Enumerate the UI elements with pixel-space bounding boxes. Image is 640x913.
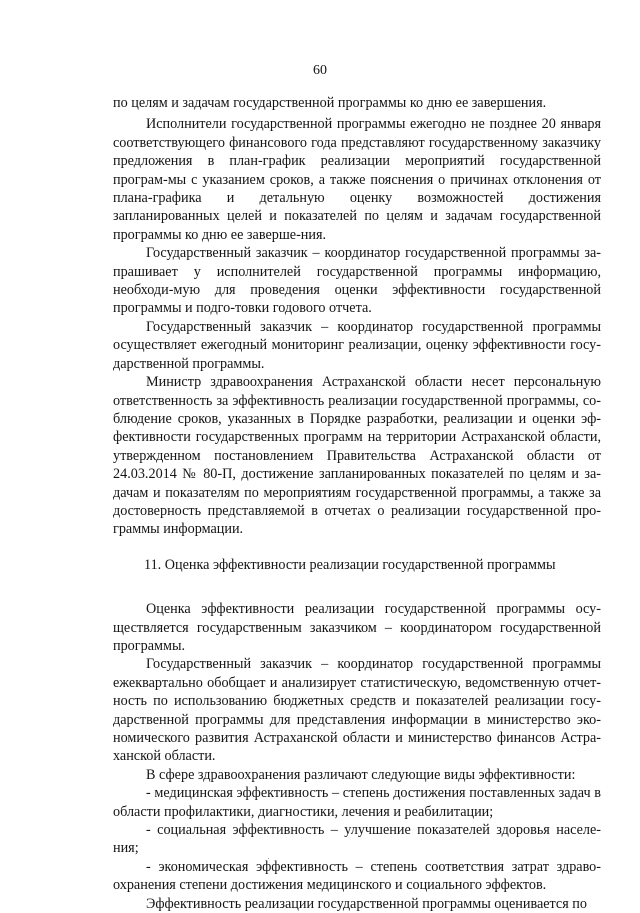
paragraph-customer-monitoring: Государственный заказчик – координатор государственной программы осуществляет ежегодный мониторинг реализации, оценку эффективности госу-дарственной программы. — [113, 318, 601, 372]
list-item-social: - социальная эффективность – улучшение показателей здоровья населе-ния; — [113, 822, 601, 857]
paragraph-continuation: по целям и задачам государственной программы ко дню ее завершения. — [113, 95, 547, 111]
list-item-economic: - экономическая эффективность – степень соответствия затрат здраво-охранения степени достижения медицинского и социального эффектов. — [113, 858, 601, 894]
page-number: 60 — [313, 63, 327, 78]
paragraph-evaluation-basis: Эффективность реализации государственной программы оценивается по — [146, 895, 587, 912]
paragraph-quarterly-analysis: Государственный заказчик – координатор государственной программы ежеквартально обобщает и анализирует статистическую, ведомственную отчет-ность по использованию бюджетных средств и показателей реализации госу-дарственной программы для представления информации в министерство эко-номического развития Астраханской области и министерство финансов Астра-ханской области. — [113, 656, 601, 765]
paragraph-evaluation-performer: Оценка эффективности реализации государственной программы осу-ществляется государственным заказчиком – координатором государственной программы. — [113, 601, 601, 654]
paragraph-efficiency-types: В сфере здравоохранения различают следующие виды эффективности: — [146, 766, 576, 783]
list-item-medical: - медицинская эффективность – степень достижения поставленных задач в области профилактики, диагностики, лечения и реабилитации; — [113, 785, 601, 820]
section-heading: 11. Оценка эффективности реализации государственной программы — [144, 556, 556, 573]
paragraph-minister-responsibility: Министр здравоохранения Астраханской области несет персональную ответственность за эффективность реализации государственной программы, со-блюдение сроков, указанных в Порядке разработки, реализации и оценки эф-фективности государственных программ на территории Астраханской области, утвержденном постановлением Правительства Астраханской области от 24.03.2014 № 80-П, достижение запланированных показателей по целям и за-дачам и показателям по мероприятиям государственной программы, а также за достоверность представляемой в отчетах о реализации государственной про-граммы информации. — [113, 374, 601, 538]
paragraph-customer-requests: Государственный заказчик – координатор государственной программы за-прашивает у исполнителей государственной программы информацию, необходи-мую для проведения оценки эффективности государственной программы и подго-товки годового отчета. — [113, 245, 601, 317]
body-text — [113, 94, 601, 913]
scan-speck — [268, 858, 269, 859]
paragraph-executors-proposals: Исполнители государственной программы ежегодно не позднее 20 января соответствующего финансового года представляют государственному заказчику предложения в план-график реализации мероприятий государственной програм-мы с указанием сроков, а также пояснения о причинах отклонения от плана-графика и детальную оценку возможностей достижения запланированных целей и показателей по целям и задачам государственной программы ко дню ее заверше-ния. — [113, 116, 601, 243]
